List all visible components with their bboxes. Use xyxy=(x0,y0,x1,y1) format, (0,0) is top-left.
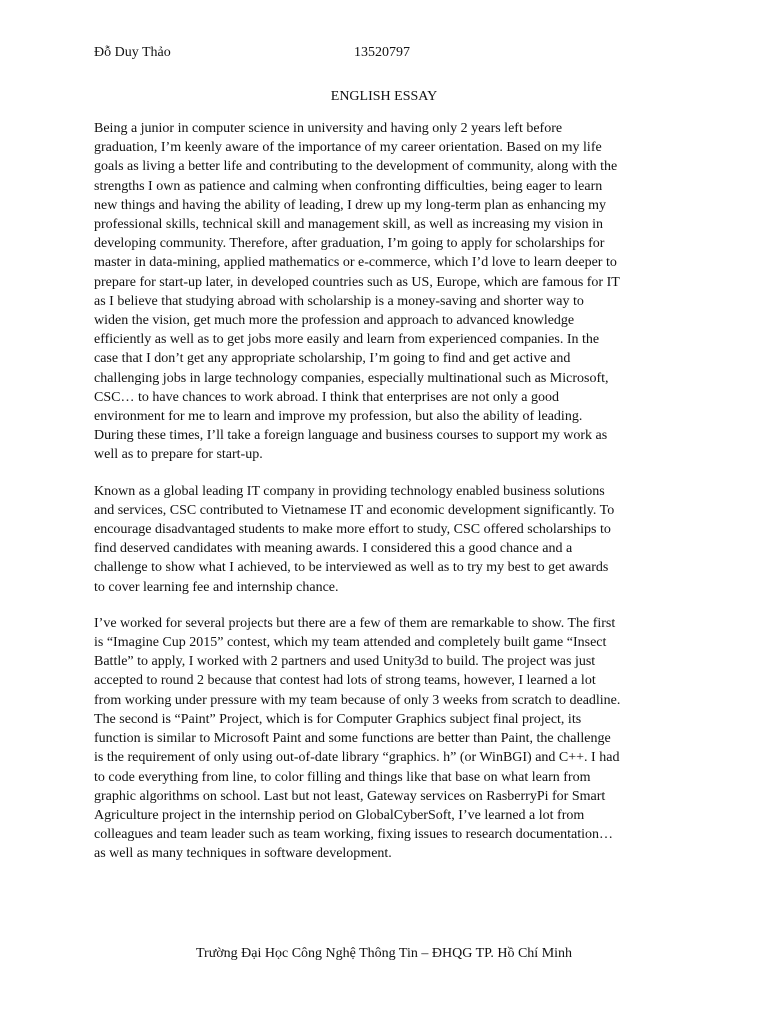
text-line: professional skills, technical skill and management skill, as well as increasing my vision in xyxy=(94,217,603,233)
footer-institution: Trường Đại Học Công Nghệ Thông Tin – ĐHQG TP. Hồ Chí Minh xyxy=(195,946,573,961)
paragraph xyxy=(94,614,674,864)
text-line: function is similar to Microsoft Paint and some functions are better than Paint, the challenge xyxy=(94,731,611,747)
text-line: graphic algorithms on school. Last but not least, Gateway services on RasberryPi for Smart xyxy=(94,788,606,804)
text-line: prepare for start-up later, in developed countries such as US, Europe, which are famous for IT xyxy=(94,274,620,290)
text-line: efficiently as well as to get jobs more easily and learn from experienced companies. In the xyxy=(94,332,600,348)
text-line: encourage disadvantaged students to make more effort to study, CSC offered scholarships to xyxy=(94,522,611,538)
text-line: as well as many techniques in software development. xyxy=(94,846,392,862)
text-line: Being a junior in computer science in university and having only 2 years left before xyxy=(94,121,563,136)
paragraph xyxy=(94,482,674,597)
text-line: is the requirement of only using out-of-date library “graphics. h” (or WinBGI) and C++. I had xyxy=(94,750,620,766)
text-line: I’ve worked for several projects but there are a few of them are remarkable to show. The first xyxy=(94,615,616,631)
text-line: accepted to round 2 because that contest had lots of strong teams, however, I learned a lot xyxy=(94,673,596,689)
text-line: developing community. Therefore, after graduation, I’m going to apply for scholarships for xyxy=(94,236,605,252)
text-line: as I believe that studying abroad with scholarship is a money-saving and shorter way to xyxy=(94,293,584,309)
text-line: to code everything from line, to color filling and things like that base on what learn from xyxy=(94,769,591,785)
text-line: Agriculture project in the internship period on GlobalCyberSoft, I’ve learned a lot from xyxy=(94,807,585,823)
text-line: Known as a global leading IT company in providing technology enabled business solutions xyxy=(94,483,605,499)
text-line: goals as living a better life and contributing to the development of community, along with the xyxy=(94,159,618,175)
text-line: well as to prepare for start-up. xyxy=(94,447,263,463)
text-line: widen the vision, get much more the profession and approach to advanced knowledge xyxy=(94,313,575,329)
text-line: new things and having the ability of leading, I drew up my long-term plan as enhancing my xyxy=(94,197,607,213)
text-line: from working under pressure with my team because of only 3 weeks from scratch to deadline. xyxy=(94,692,621,708)
text-line: challenging jobs in large technology companies, especially multinational such as Microsoft, xyxy=(94,370,609,386)
text-line: graduation, I’m keenly aware of the importance of my career orientation. Based on my life xyxy=(94,140,602,156)
text-line: master in data-mining, applied mathematics or e-commerce, which I’d love to learn deeper to xyxy=(94,255,617,271)
text-line: and services, CSC contributed to Vietnamese IT and economic development significantly. To xyxy=(94,502,615,518)
text-line: CSC… to have chances to work abroad. I think that enterprises are not only a good xyxy=(94,389,559,405)
text-line: is “Imagine Cup 2015” contest, which my team attended and completely built game “Insect xyxy=(94,635,607,651)
paragraph xyxy=(94,119,674,465)
author-name: Đỗ Duy Thảo xyxy=(94,45,171,60)
text-line: The second is “Paint” Project, which is for Computer Graphics subject final project, its xyxy=(94,711,582,727)
essay-body xyxy=(94,119,674,881)
text-line: case that I don’t get any appropriate scholarship, I’m going to find and get active and xyxy=(94,351,571,367)
text-line: to cover learning fee and internship chance. xyxy=(94,579,339,595)
essay-title: ENGLISH ESSAY xyxy=(330,89,438,104)
text-line: During these times, I’ll take a foreign language and business courses to support my work as xyxy=(94,428,608,444)
student-id: 13520797 xyxy=(354,45,410,60)
text-line: environment for me to learn and improve my profession, but also the ability of leading. xyxy=(94,409,583,425)
text-line: find deserved candidates with meaning awards. I considered this a good chance and a xyxy=(94,541,573,557)
text-line: colleagues and team leader such as team working, fixing issues to research documentation… xyxy=(94,827,613,843)
text-line: Battle” to apply, I worked with 2 partners and used Unity3d to build. The project was just xyxy=(94,654,596,670)
text-line: challenge to show what I achieved, to be interviewed as well as to try my best to get awards xyxy=(94,560,609,576)
text-line: strengths I own as patience and calming when confronting difficulties, being eager to learn xyxy=(94,178,603,194)
